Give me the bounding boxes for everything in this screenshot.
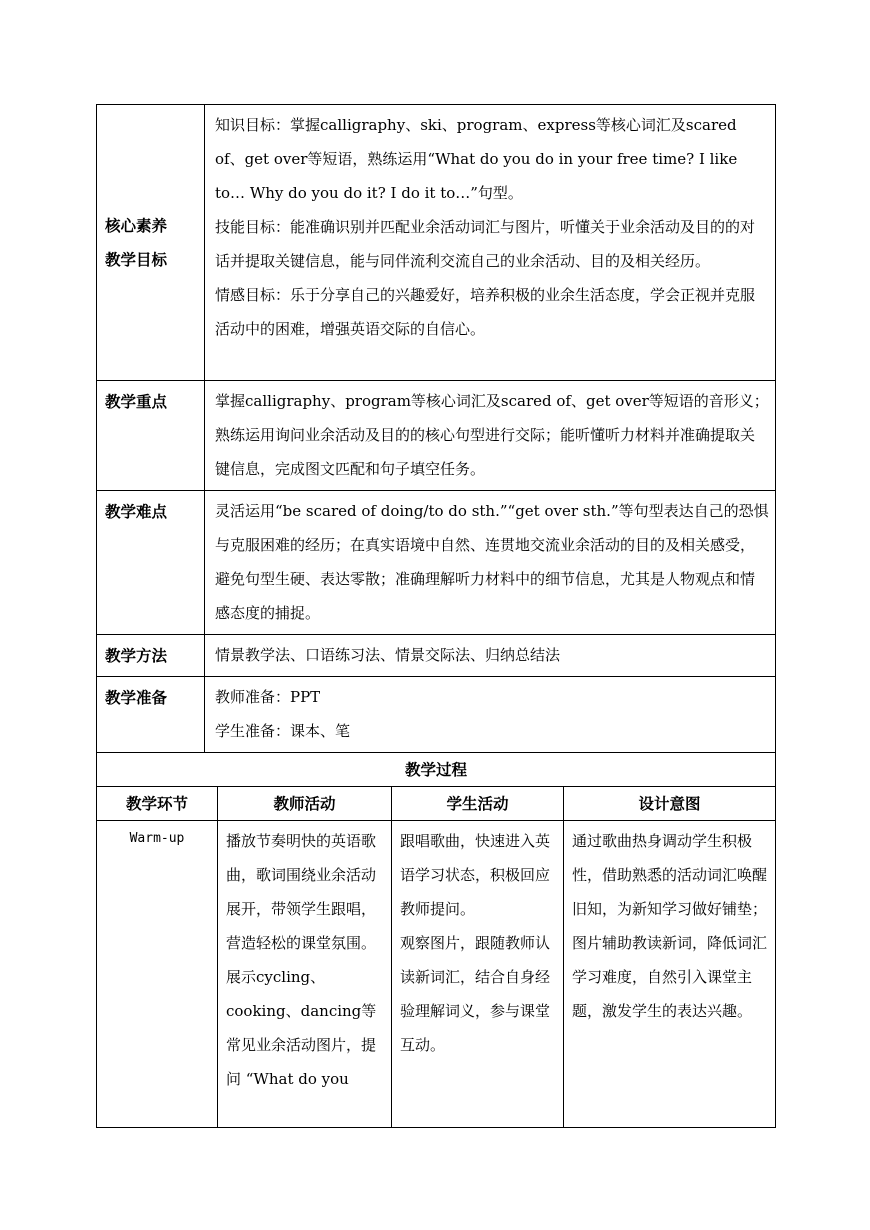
objectives-label [97, 105, 205, 381]
warmup-row [97, 821, 776, 1128]
objectives-row [97, 105, 776, 381]
process-title-row [97, 753, 776, 787]
col-header-stage: 教学环节 [97, 787, 218, 821]
objectives-label-line1: 核心素养 [105, 215, 168, 235]
key-points-content [205, 381, 776, 491]
objectives-label-line2: 教学目标 [105, 249, 168, 269]
preparation-row [97, 677, 776, 753]
skill-objective: 技能目标：能准确识别并匹配业余活动词汇与图片，听懂关于业余活动及目的的对话并提取关键信息，能与同伴流利交流自己的业余活动、目的及相关经历。 [215, 218, 756, 270]
knowledge-objective: 知识目标：掌握calligraphy、ski、program、express等核心词汇及scared of、get over等短语，熟练运用“What do you do in your free time? I like to… Why do you do it? I do it to…”句型。 [215, 116, 738, 202]
col-header-intent: 设计意图 [564, 787, 776, 821]
objectives-content [205, 105, 776, 381]
warmup-teacher-p2: 展示cycling、cooking、dancing等常见业余活动图片，提问 “What do you [226, 968, 377, 1088]
warmup-intent-text: 通过歌曲热身调动学生积极性，借助熟悉的活动词汇唤醒旧知，为新知学习做好铺垫；图片辅助教读新词，降低词汇学习难度，自然引入课堂主题，激发学生的表达兴趣。 [572, 832, 768, 1020]
student-preparation: 学生准备：课本、笔 [215, 722, 351, 740]
methods-content [205, 635, 776, 677]
process-table [96, 752, 776, 1128]
lesson-plan-page [96, 104, 775, 1128]
col-header-teacher: 教师活动 [218, 787, 392, 821]
methods-row [97, 635, 776, 677]
col-header-student: 学生活动 [392, 787, 564, 821]
process-header-row [97, 787, 776, 821]
difficulties-text: 灵活运用“be scared of doing/to do sth.”“get over sth.”等句型表达自己的恐惧与克服困难的经历；在真实语境中自然、连贯地交流业余活动的目的及相关感受，避免句型生硬、表达零散；准确理解听力材料中的细节信息，尤其是人物观点和情感态度的捕捉。 [215, 502, 769, 622]
warmup-teacher-activity [218, 821, 392, 1128]
warmup-design-intent [564, 821, 776, 1128]
teacher-preparation: 教师准备：PPT [215, 688, 321, 706]
warmup-student-activity [392, 821, 564, 1128]
lesson-info-table [96, 104, 776, 753]
key-points-row [97, 381, 776, 491]
methods-text: 情景教学法、口语练习法、情景交际法、归纳总结法 [215, 646, 561, 664]
methods-label: 教学方法 [97, 635, 205, 677]
warmup-student-p2: 观察图片，跟随教师认读新词汇，结合自身经验理解词义，参与课堂互动。 [400, 934, 551, 1054]
preparation-label: 教学准备 [97, 677, 205, 753]
key-points-text: 掌握calligraphy、program等核心词汇及scared of、get over等短语的音形义；熟练运用询问业余活动及目的的核心句型进行交际；能听懂听力材料并准确提取关键信息，完成图文匹配和句子填空任务。 [215, 392, 769, 478]
process-title: 教学过程 [97, 753, 776, 787]
warmup-teacher-p1: 播放节奏明快的英语歌曲，歌词围绕业余活动展开，带领学生跟唱，营造轻松的课堂氛围。 [226, 832, 377, 952]
difficulties-content [205, 491, 776, 635]
preparation-content [205, 677, 776, 753]
key-points-label: 教学重点 [97, 381, 205, 491]
difficulties-label: 教学难点 [97, 491, 205, 635]
warmup-student-p1: 跟唱歌曲，快速进入英语学习状态，积极回应教师提问。 [400, 832, 551, 918]
warmup-stage: Warm-up [97, 821, 218, 1128]
emotion-objective: 情感目标：乐于分享自己的兴趣爱好，培养积极的业余生活态度，学会正视并克服活动中的困难，增强英语交际的自信心。 [215, 286, 756, 338]
difficulties-row [97, 491, 776, 635]
